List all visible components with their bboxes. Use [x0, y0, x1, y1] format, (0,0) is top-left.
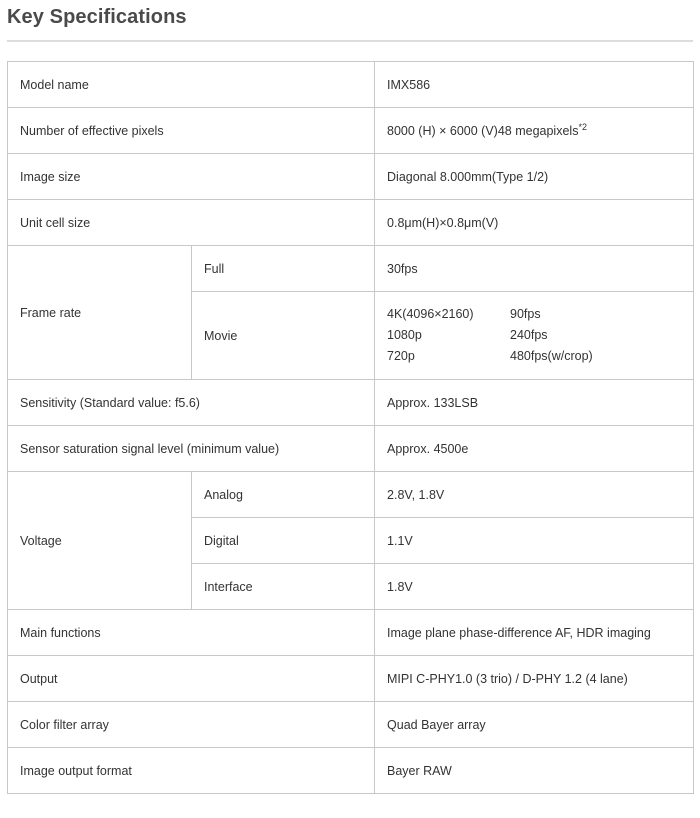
spec-label: Sensitivity (Standard value: f5.6) — [8, 380, 375, 426]
spec-value-cell — [375, 108, 694, 154]
spec-value: Approx. 4500e — [375, 426, 694, 472]
spec-value: 8000 (H) × 6000 (V)48 megapixels — [387, 123, 579, 138]
spec-value: 0.8μm(H)×0.8μm(V) — [375, 200, 694, 246]
movie-fps: 480fps(w/crop) — [510, 349, 593, 363]
table-row — [8, 154, 694, 200]
movie-resolution: 1080p — [387, 328, 422, 342]
table-row — [8, 748, 694, 794]
table-row — [8, 200, 694, 246]
spec-sublabel: Interface — [192, 564, 375, 610]
movie-modes-cell — [375, 292, 694, 380]
spec-sublabel: Analog — [192, 472, 375, 518]
movie-modes-grid — [387, 304, 681, 367]
movie-resolution: 4K(4096×2160) — [387, 307, 474, 321]
spec-sublabel: Movie — [192, 292, 375, 380]
table-row — [8, 62, 694, 108]
movie-resolution: 720p — [387, 349, 415, 363]
spec-value: MIPI C-PHY1.0 (3 trio) / D-PHY 1.2 (4 lane) — [375, 656, 694, 702]
table-row — [8, 108, 694, 154]
table-row — [8, 656, 694, 702]
spec-value: Quad Bayer array — [375, 702, 694, 748]
movie-fps: 90fps — [510, 307, 541, 321]
spec-label: Output — [8, 656, 375, 702]
spec-value: 1.8V — [375, 564, 694, 610]
spec-label: Color filter array — [8, 702, 375, 748]
spec-value: Image plane phase-difference AF, HDR imaging — [375, 610, 694, 656]
spec-label: Main functions — [8, 610, 375, 656]
spec-sublabel: Full — [192, 246, 375, 292]
specifications-table — [7, 61, 694, 794]
table-row — [8, 426, 694, 472]
spec-label: Sensor saturation signal level (minimum value) — [8, 426, 375, 472]
spec-value: Bayer RAW — [375, 748, 694, 794]
spec-value: 2.8V, 1.8V — [375, 472, 694, 518]
footnote-marker: *2 — [578, 121, 587, 132]
table-row — [8, 702, 694, 748]
spec-label: Voltage — [8, 472, 192, 610]
table-row — [8, 472, 694, 518]
spec-value: 1.1V — [375, 518, 694, 564]
page-title: Key Specifications — [7, 6, 187, 28]
spec-label: Model name — [8, 62, 375, 108]
spec-label: Image output format — [8, 748, 375, 794]
movie-fps: 240fps — [510, 328, 548, 342]
spec-label: Image size — [8, 154, 375, 200]
table-row — [8, 246, 694, 292]
spec-value: IMX586 — [375, 62, 694, 108]
spec-value: Approx. 133LSB — [375, 380, 694, 426]
spec-label: Unit cell size — [8, 200, 375, 246]
table-row — [8, 380, 694, 426]
spec-label: Frame rate — [8, 246, 192, 380]
spec-value: 30fps — [375, 246, 694, 292]
title-divider — [7, 40, 693, 42]
table-row — [8, 610, 694, 656]
spec-sublabel: Digital — [192, 518, 375, 564]
spec-label: Number of effective pixels — [8, 108, 375, 154]
spec-value: Diagonal 8.000mm(Type 1/2) — [375, 154, 694, 200]
